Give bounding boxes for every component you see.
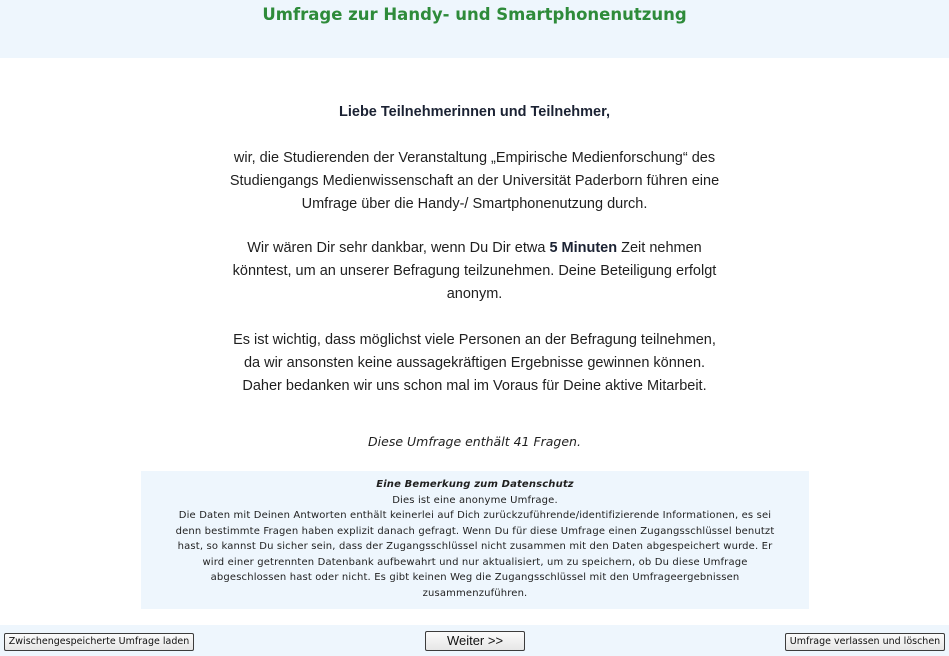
welcome-text-line: Studiengangs Medienwissenschaft an der Universität Paderborn führen eine (229, 173, 720, 189)
privacy-text-line: abgeschlossen hast oder nicht. Es gibt keinen Weg die Zugangsschlüssel mit den Umfrageergebnissen (210, 572, 740, 583)
welcome-text-line (0, 237, 949, 260)
privacy-text-line: Die Daten mit Deinen Antworten enthält keinerlei auf Dich zurückzuführende/identifizierende Informationen, es sei (178, 510, 772, 521)
welcome-text-line: Daher bedanken wir uns schon mal im Voraus für Deine aktive Mitarbeit. (242, 378, 707, 394)
privacy-notice (141, 471, 809, 609)
privacy-title: Eine Bemerkung zum Datenschutz (376, 479, 574, 490)
welcome-text-line: Es ist wichtig, dass möglichst viele Personen an der Befragung teilnehmen, (233, 332, 716, 348)
load-saved-survey-button[interactable]: Zwischengespeicherte Umfrage laden (4, 633, 194, 651)
duration-text-after: Zeit nehmen (617, 240, 702, 256)
privacy-text-line: Dies ist eine anonyme Umfrage. (392, 494, 558, 506)
navigation-footer (0, 625, 949, 656)
welcome-paragraph-intro (0, 147, 949, 216)
welcome-text-line: da wir ansonsten keine aussagekräftigen Ergebnisse gewinnen können. (243, 355, 706, 371)
privacy-text-line: wird einer getrennten Datenbank aufbewahrt und nur aktualisiert, um zu speichern, ob Du diese Umfrage (202, 556, 748, 568)
welcome-greeting: Liebe Teilnehmerinnen und Teilnehmer, (339, 104, 610, 120)
welcome-paragraph-importance (0, 329, 949, 398)
welcome-paragraph-duration (0, 237, 949, 306)
welcome-text-line: könntest, um an unserer Befragung teilzunehmen. Deine Beteiligung erfolgt (232, 263, 717, 279)
privacy-text-line: hast, so kannst Du sicher sein, dass der Zugangsschlüssel nicht zusammen mit den Daten abgespeichert wurde. Er (177, 541, 773, 552)
next-button[interactable]: Weiter >> (425, 631, 525, 651)
duration-text-before: Wir wären Dir sehr dankbar, wenn Du Dir etwa (247, 240, 550, 256)
duration-emphasis: 5 Minuten (549, 240, 618, 256)
welcome-text-line: wir, die Studierenden der Veranstaltung „Empirische Medienforschung“ des (233, 150, 716, 166)
welcome-text-line: anonym. (446, 286, 503, 302)
header (0, 0, 949, 58)
survey-title: Umfrage zur Handy- und Smartphonenutzung (262, 5, 687, 24)
question-count: Diese Umfrage enthält 41 Fragen. (368, 434, 581, 449)
welcome-text-line: Umfrage über die Handy-/ Smartphonenutzung durch. (301, 196, 648, 212)
privacy-text-line: zusammenzuführen. (422, 587, 528, 599)
exit-and-clear-button[interactable]: Umfrage verlassen und löschen (785, 633, 945, 651)
privacy-text-line: denn bestimmte Fragen haben explizit danach gefragt. Wenn Du für diese Umfrage einen Zugangsschlüssel benutzt (175, 525, 775, 537)
privacy-notice-body (147, 477, 803, 601)
